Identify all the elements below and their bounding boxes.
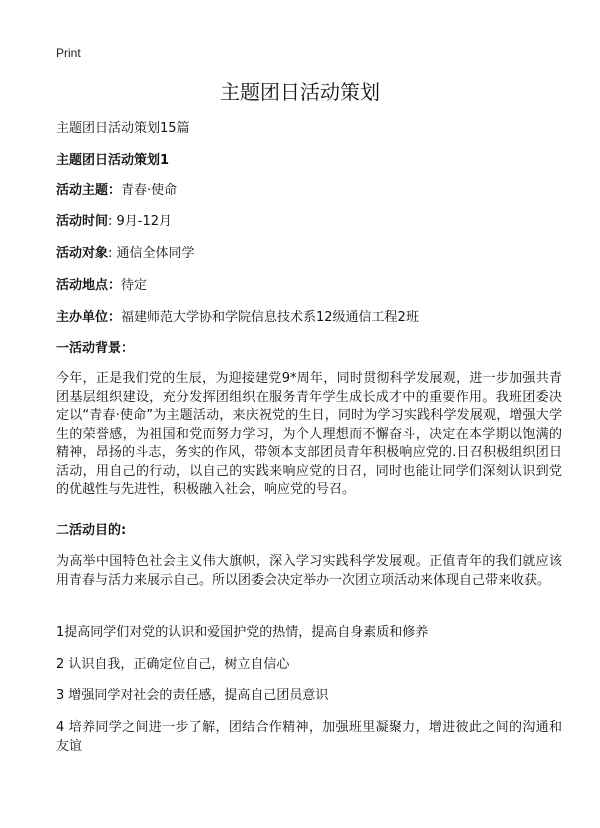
field-organizer-value: 福建师范大学协和学院信息技术系12级通信工程2班 [121,310,419,325]
purpose-paragraph: 为高举中国特色社会主义伟大旗帜，深入学习实践科学发展观。正值青年的我们就应该用青春与活力来展示自己。所以团委会决定举办一次团立项活动来体现自己带来收获。 [56,554,562,588]
field-theme [56,182,556,200]
field-theme-label: 活动主题： [56,183,122,198]
field-target-label: 活动对象 [56,246,109,261]
field-target-value: : 通信全体同学 [108,246,195,261]
background-paragraph: 今年，正是我们党的生辰，为迎接建党9*周年，同时贯彻科学发展观，进一步加强共青团基层组织建设，充分发挥团组织在服务青年学生成长成才中的重要作用。我班团委决定以“青春·使命”为主题活动，来庆祝党的生日，同时为学习实践科学发展观，增强大学生的荣誉感，为祖国和党而努力学习，为个人理想而不懈奋斗，决定在本学期以饱满的精神，昂扬的斗志，务实的作风，带领本支部团员青年积极响应党的.日召积极组织团日活动，用自己的行动，以自己的实践来响应党的日召，同时也能让同学们深刻认识到党的优越性与先进性，积极融入社会，响应党的号召。 [56,371,562,497]
section-heading: 主题团日活动策划1 [56,153,170,168]
goal-item: 1提高同学们对党的认识和爱国护党的热情，提高自身素质和修养 [56,625,429,640]
goal-item: 2 认识自我，正确定位自己，树立自信心 [56,657,290,672]
page-title: 主题团日活动策划 [220,80,380,104]
field-organizer-label: 主办单位： [56,310,122,325]
goal-item: 3 增强同学对社会的责任感，提高自己团员意识 [56,688,329,703]
field-theme-value: 青春·使命 [121,183,178,198]
document-subtitle: 主题团日活动策划15篇 [56,121,190,136]
field-organizer [56,309,556,327]
background-heading: 一活动背景： [56,341,135,356]
field-location-label: 活动地点： [56,278,122,293]
field-location-value: 待定 [121,278,148,293]
print-label: Print [56,46,81,60]
purpose-heading: 二活动目的: [56,523,127,538]
field-time-label: 活动时间 [56,214,109,229]
goal-item: 4 培养同学之间进一步了解，团结合作精神，加强班里凝聚力，增进彼此之间的沟通和友谊 [56,720,562,754]
field-location [56,277,556,295]
field-target [56,245,556,263]
field-time-value: : 9月-12月 [108,214,173,229]
field-time [56,213,556,231]
